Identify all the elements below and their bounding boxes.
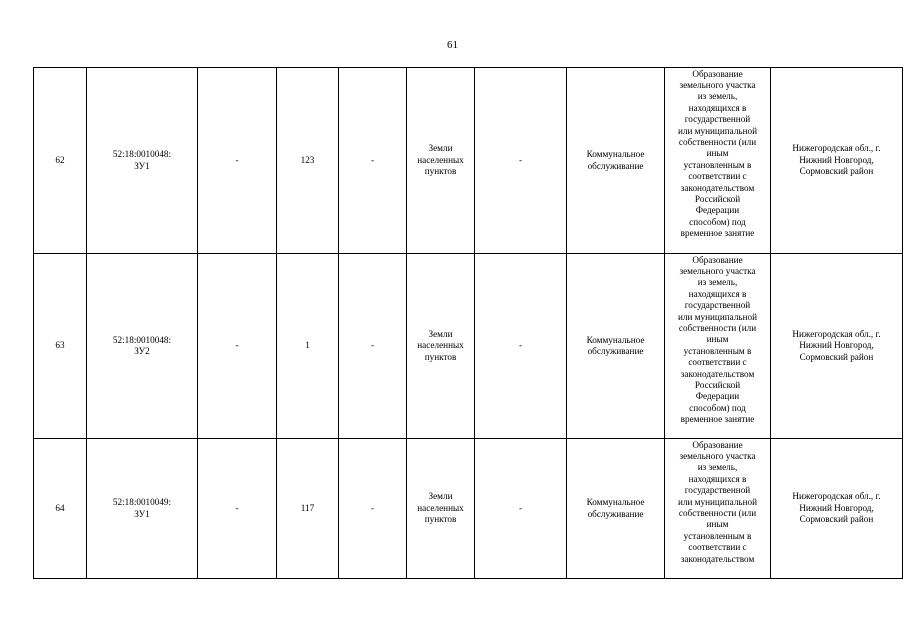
land-category-cell: Земли населенных пунктов [407, 254, 475, 439]
empty-value-cell: - [475, 439, 567, 579]
formation-method-cell: Образование земельного участка из земель, находящихся в государственной или муниципальной собственности (или иным установленным в соответствии с законодательством Российской Федерации способом) под временное занятие [665, 254, 771, 439]
formation-method-cell: Образование земельного участка из земель, находящихся в государственной или муниципальной собственности (или иным установленным в соответствии с законодательством Российской Федерации способом) под временное занятие [665, 68, 771, 254]
cadastral-number-cell: 52:18:0010048: ЗУ2 [87, 254, 198, 439]
formation-method-cell: Образование земельного участка из земель, находящихся в государственной или муниципальной собственности (или иным установленным в соответствии с законодательством [665, 439, 771, 579]
row-number-cell: 64 [34, 439, 87, 579]
empty-value-cell: - [339, 68, 407, 254]
page-number: 61 [447, 39, 458, 51]
land-category-cell: Земли населенных пунктов [407, 439, 475, 579]
permitted-use-cell: Коммунальное обслуживание [567, 68, 665, 254]
land-category-cell: Земли населенных пунктов [407, 68, 475, 254]
row-number-cell: 62 [34, 68, 87, 254]
address-cell: Нижегородская обл., г. Нижний Новгород, Сормовский район [771, 439, 903, 579]
empty-value-cell: - [198, 68, 277, 254]
permitted-use-cell: Коммунальное обслуживание [567, 254, 665, 439]
land-plots-table [33, 67, 903, 579]
empty-value-cell: - [198, 439, 277, 579]
area-cell: 123 [277, 68, 339, 254]
row-number-cell: 63 [34, 254, 87, 439]
address-cell: Нижегородская обл., г. Нижний Новгород, Сормовский район [771, 68, 903, 254]
area-cell: 1 [277, 254, 339, 439]
empty-value-cell: - [475, 254, 567, 439]
address-cell: Нижегородская обл., г. Нижний Новгород, Сормовский район [771, 254, 903, 439]
cadastral-number-cell: 52:18:0010049: ЗУ1 [87, 439, 198, 579]
empty-value-cell: - [339, 254, 407, 439]
area-cell: 117 [277, 439, 339, 579]
permitted-use-cell: Коммунальное обслуживание [567, 439, 665, 579]
cadastral-number-cell: 52:18:0010048: ЗУ1 [87, 68, 198, 254]
table-row [34, 254, 903, 439]
empty-value-cell: - [475, 68, 567, 254]
empty-value-cell: - [339, 439, 407, 579]
table-row [34, 439, 903, 579]
table-row [34, 68, 903, 254]
empty-value-cell: - [198, 254, 277, 439]
